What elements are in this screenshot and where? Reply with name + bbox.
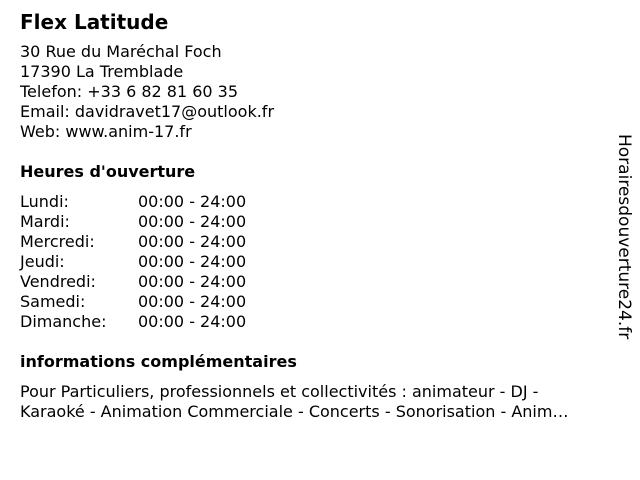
business-name: Flex Latitude [20,10,169,34]
hours-time: 00:00 - 24:00 [138,212,247,231]
opening-hours-table [20,192,620,332]
hours-day: Jeudi: [20,252,65,271]
hours-row-thursday [20,252,620,272]
hours-row-saturday [20,292,620,312]
hours-row-sunday [20,312,620,332]
address-line-2: 17390 La Tremblade [20,62,184,81]
site-watermark: Horairesdouverture24.fr [614,134,634,340]
hours-time: 00:00 - 24:00 [138,252,247,271]
business-card [20,9,620,422]
web-text: Web: www.anim-17.fr [20,122,192,141]
opening-hours-title: Heures d'ouverture [20,162,196,181]
hours-time: 00:00 - 24:00 [138,272,247,291]
hours-day: Mercredi: [20,232,95,251]
hours-time: 00:00 - 24:00 [138,312,247,331]
additional-info-text [20,382,620,422]
hours-time: 00:00 - 24:00 [138,292,247,311]
hours-day: Samedi: [20,292,86,311]
email-text: Email: davidravet17@outlook.fr [20,102,275,121]
hours-row-tuesday [20,212,620,232]
additional-info-line: Pour Particuliers, professionnels et collectivités : animateur - DJ - [20,382,539,401]
hours-day: Vendredi: [20,272,96,291]
hours-row-wednesday [20,232,620,252]
phone-text: Telefon: +33 6 82 81 60 35 [20,82,239,101]
hours-day: Mardi: [20,212,70,231]
hours-row-monday [20,192,620,212]
additional-info-line: Karaoké - Animation Commerciale - Concerts - Sonorisation - Anim… [20,402,569,421]
address-line-1: 30 Rue du Maréchal Foch [20,42,222,61]
hours-time: 00:00 - 24:00 [138,192,247,211]
hours-day: Lundi: [20,192,69,211]
hours-row-friday [20,272,620,292]
hours-time: 00:00 - 24:00 [138,232,247,251]
hours-day: Dimanche: [20,312,107,331]
additional-info-title: informations complémentaires [20,352,297,371]
